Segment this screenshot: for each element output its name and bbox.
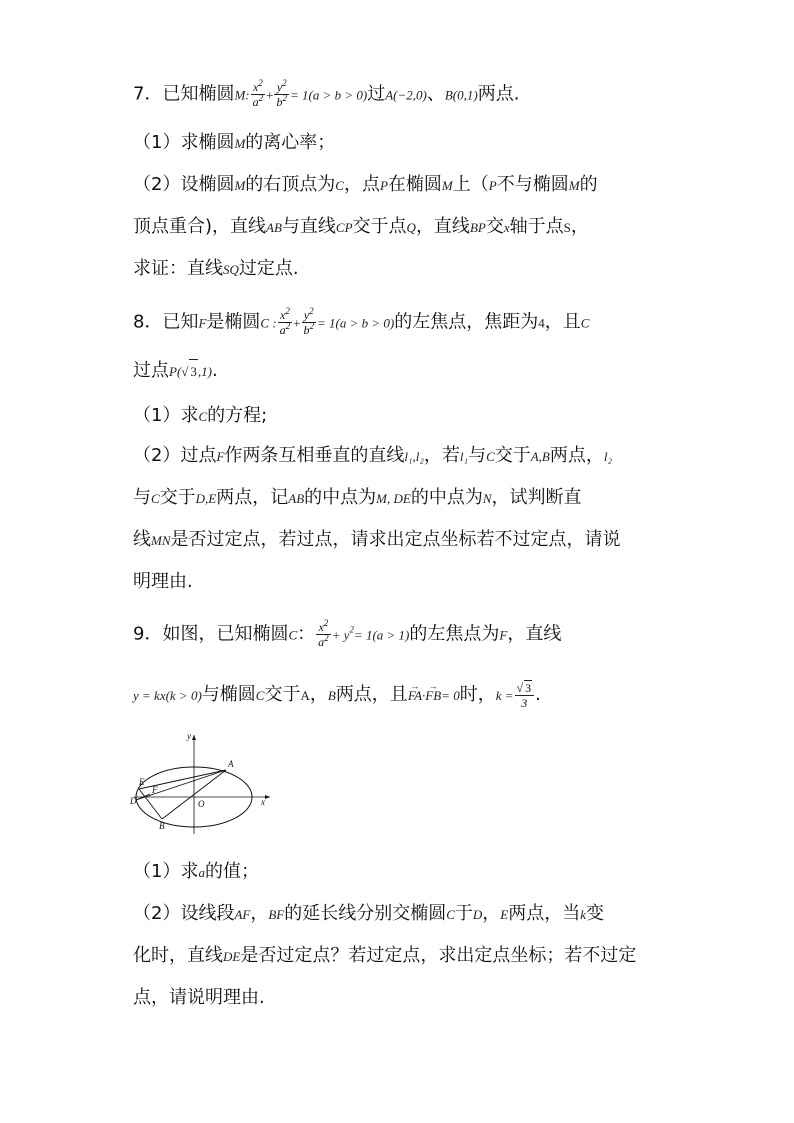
ellipse-figure	[130, 730, 275, 835]
label-y: y	[187, 731, 191, 741]
math-rhs: = 1(a > b > 0)	[289, 87, 368, 103]
problem-7-line4: 求证：直线SQ过定点.	[133, 258, 299, 279]
fraction-y-b: $\frac{y^2}{b^2}$	[303, 306, 314, 337]
text: 7．已知椭圆	[133, 83, 235, 105]
vector-FB: → FB	[425, 684, 441, 708]
sqrt-3: 3	[189, 359, 198, 384]
math-M: M	[234, 87, 246, 103]
problem-9-line2: y = kx(k > 0)与椭圆C交于A，B两点，且→ FA·→ FB= 0时，k = $\frac{√ 3}{3}$ .	[133, 680, 541, 710]
math-point-A: A(−2,0)	[385, 87, 427, 103]
problem-8-statement: 8．已知F是椭圆C : $\frac{x^2}{a^2}$ + $\frac{y^2}{b^2}$ = 1(a > b > 0)的左焦点，焦距为4，且C	[133, 306, 590, 337]
problem-8-line5: 线MN是否过定点，若过点，请求出定点坐标若不过定点，请说	[133, 529, 621, 550]
label-D: D	[130, 796, 137, 806]
problem-9-q1: （1）求a的值；	[133, 861, 259, 882]
problem-8-line6: 明理由.	[133, 571, 193, 592]
problem-9-line4: 化时，直线DE是否过定点？若过定点，求出定点坐标；若不过定	[133, 945, 637, 966]
problem-9-line5: 点，请说明理由.	[133, 987, 265, 1008]
math-point-B: B(0,1)	[444, 87, 478, 103]
problem-9-statement: 9．如图，已知椭圆C： $\frac{x^2}{a^2}$ + $y^2= 1(a > 1)$的左焦点为F，直线	[133, 618, 562, 649]
y-axis-arrow-icon	[192, 735, 196, 740]
ellipse-diagram	[130, 730, 275, 835]
line-EB	[139, 789, 162, 819]
vector-FA: → FA	[408, 684, 422, 708]
problem-7-line3: 顶点重合)，直线AB与直线CP交于点Q，直线BP交x轴于点S，	[133, 216, 589, 237]
problem-7-statement: 7．已知椭圆M: $\frac{x^2}{a^2}$ + $\frac{y^2}{b^2}$ = 1(a > b > 0)过A(−2,0)、B(0,1)两点.	[133, 78, 520, 109]
line-AD	[136, 770, 226, 800]
label-O: O	[198, 799, 205, 809]
problem-8-line2: 过点P(√ 3,1).	[133, 359, 218, 384]
fraction-sqrt3-3: $\frac{√ 3}{3}$	[515, 680, 535, 710]
problem-8-q2: （2）过点F作两条互相垂直的直线l₁,l₂，若l₁与C交于A,B两点，l₂	[133, 445, 613, 466]
problem-9-q2: （2）设线段AF，BF的延长线分别交椭圆C于D，E两点，当k变	[133, 903, 605, 924]
fraction-x-a: $\frac{x^2}{a^2}$	[318, 618, 329, 649]
fraction-x-a: $\frac{x^2}{a^2}$	[279, 306, 291, 337]
label-x: x	[261, 797, 265, 807]
label-E: E	[139, 777, 145, 787]
problem-8-line4: 与C交于D,E两点，记AB的中点为M, DE的中点为N，试判断直	[133, 487, 582, 508]
problem-8-q1: （1）求C的方程;	[133, 405, 268, 426]
fraction-x-a: $\frac{x^2}{a^2}$	[252, 78, 264, 109]
fraction-y-b: $\frac{y^2}{b^2}$	[276, 78, 287, 109]
label-A: A	[228, 759, 234, 769]
problem-7-q1: （1）求椭圆M的离心率；	[133, 132, 336, 153]
label-B: B	[159, 821, 165, 831]
problem-7-q2: （2）设椭圆M的右顶点为C，点P在椭圆M上（P不与椭圆M的	[133, 174, 598, 195]
x-axis-arrow-icon	[265, 795, 270, 799]
label-F: F	[152, 785, 158, 795]
